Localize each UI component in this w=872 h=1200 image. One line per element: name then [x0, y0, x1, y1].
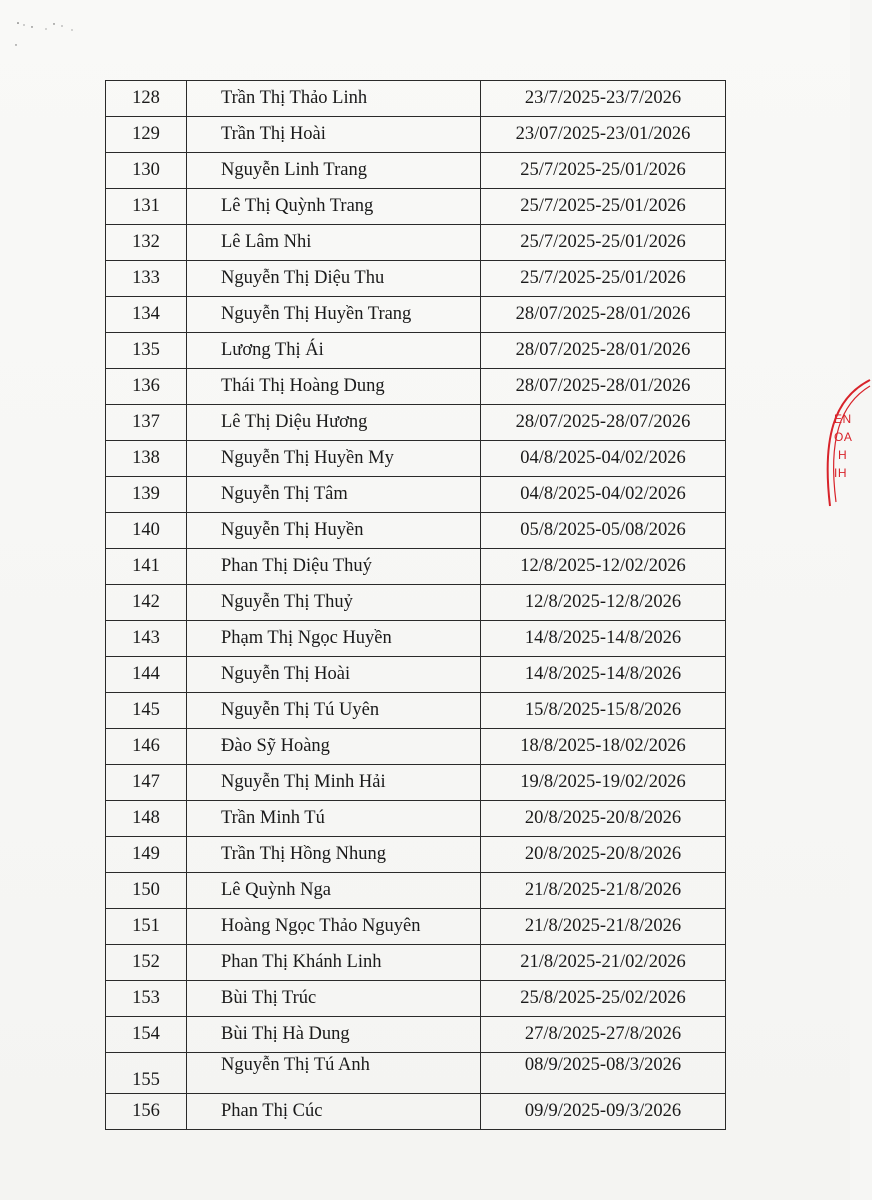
row-period: 15/8/2025-15/8/2026 [481, 693, 726, 729]
table-row [106, 585, 726, 621]
seal-text-line-4: ΙΗ [834, 466, 847, 480]
row-name: Thái Thị Hoàng Dung [187, 369, 481, 405]
row-number: 137 [106, 405, 187, 441]
row-name: Nguyễn Thị Diệu Thu [187, 261, 481, 297]
row-period: 05/8/2025-05/08/2026 [481, 513, 726, 549]
table-row [106, 225, 726, 261]
row-number: 139 [106, 477, 187, 513]
row-number: 146 [106, 729, 187, 765]
row-name: Đào Sỹ Hoàng [187, 729, 481, 765]
row-period: 25/7/2025-25/01/2026 [481, 189, 726, 225]
table-row [106, 81, 726, 117]
row-number: 148 [106, 801, 187, 837]
row-period: 14/8/2025-14/8/2026 [481, 657, 726, 693]
row-name: Nguyễn Thị Tú Uyên [187, 693, 481, 729]
row-number: 147 [106, 765, 187, 801]
row-number: 142 [106, 585, 187, 621]
table-row [106, 189, 726, 225]
table-row [106, 153, 726, 189]
row-number: 150 [106, 873, 187, 909]
row-number: 130 [106, 153, 187, 189]
row-period: 14/8/2025-14/8/2026 [481, 621, 726, 657]
row-number: 128 [106, 81, 187, 117]
employee-table [105, 80, 726, 1130]
row-period: 12/8/2025-12/8/2026 [481, 585, 726, 621]
row-name: Hoàng Ngọc Thảo Nguyên [187, 909, 481, 945]
table-row [106, 621, 726, 657]
table-row [106, 405, 726, 441]
row-name: Phạm Thị Ngọc Huyền [187, 621, 481, 657]
table-row [106, 297, 726, 333]
row-period: 28/07/2025-28/01/2026 [481, 297, 726, 333]
row-number: 156 [106, 1094, 187, 1130]
row-period: 23/7/2025-23/7/2026 [481, 81, 726, 117]
row-name: Bùi Thị Trúc [187, 981, 481, 1017]
row-number: 131 [106, 189, 187, 225]
row-period: 21/8/2025-21/8/2026 [481, 909, 726, 945]
table-row [106, 837, 726, 873]
table-row [106, 333, 726, 369]
row-period: 25/7/2025-25/01/2026 [481, 261, 726, 297]
row-name: Trần Thị Hồng Nhung [187, 837, 481, 873]
row-number: 149 [106, 837, 187, 873]
row-number: 135 [106, 333, 187, 369]
row-name: Bùi Thị Hà Dung [187, 1017, 481, 1053]
row-period: 20/8/2025-20/8/2026 [481, 801, 726, 837]
row-name: Nguyễn Linh Trang [187, 153, 481, 189]
row-name: Nguyễn Thị Tú Anh [187, 1053, 481, 1094]
row-number: 145 [106, 693, 187, 729]
row-number: 153 [106, 981, 187, 1017]
employee-table-container [105, 80, 723, 1130]
table-row [106, 261, 726, 297]
row-name: Lê Thị Quỳnh Trang [187, 189, 481, 225]
table-row [106, 873, 726, 909]
row-name: Trần Thị Hoài [187, 117, 481, 153]
row-name: Nguyễn Thị Tâm [187, 477, 481, 513]
row-period: 21/8/2025-21/02/2026 [481, 945, 726, 981]
row-period: 25/8/2025-25/02/2026 [481, 981, 726, 1017]
table-row [106, 657, 726, 693]
row-period: 19/8/2025-19/02/2026 [481, 765, 726, 801]
row-period: 25/7/2025-25/01/2026 [481, 225, 726, 261]
row-number: 138 [106, 441, 187, 477]
row-name: Nguyễn Thị Hoài [187, 657, 481, 693]
row-period: 20/8/2025-20/8/2026 [481, 837, 726, 873]
row-number: 155 [106, 1053, 187, 1094]
row-number: 134 [106, 297, 187, 333]
red-seal-fragment [812, 378, 872, 518]
table-row [106, 945, 726, 981]
seal-text-line-1: ĖN [834, 412, 852, 426]
row-period: 04/8/2025-04/02/2026 [481, 477, 726, 513]
table-row [106, 765, 726, 801]
table-row [106, 909, 726, 945]
seal-text-line-2: OA [834, 430, 853, 444]
row-number: 152 [106, 945, 187, 981]
row-period: 21/8/2025-21/8/2026 [481, 873, 726, 909]
row-name: Nguyễn Thị Huyền Trang [187, 297, 481, 333]
row-period: 28/07/2025-28/07/2026 [481, 405, 726, 441]
row-period: 18/8/2025-18/02/2026 [481, 729, 726, 765]
row-number: 140 [106, 513, 187, 549]
row-name: Nguyễn Thị Huyền My [187, 441, 481, 477]
row-name: Nguyễn Thị Thuỷ [187, 585, 481, 621]
table-row [106, 477, 726, 513]
row-name: Nguyễn Thị Minh Hải [187, 765, 481, 801]
table-row [106, 729, 726, 765]
row-number: 133 [106, 261, 187, 297]
row-period: 28/07/2025-28/01/2026 [481, 369, 726, 405]
row-number: 132 [106, 225, 187, 261]
row-name: Lương Thị Ái [187, 333, 481, 369]
row-period: 28/07/2025-28/01/2026 [481, 333, 726, 369]
table-row [106, 1017, 726, 1053]
row-number: 129 [106, 117, 187, 153]
row-period: 23/07/2025-23/01/2026 [481, 117, 726, 153]
table-row [106, 441, 726, 477]
row-period: 08/9/2025-08/3/2026 [481, 1053, 726, 1094]
row-name: Trần Thị Thảo Linh [187, 81, 481, 117]
row-number: 154 [106, 1017, 187, 1053]
table-row [106, 1053, 726, 1094]
row-name: Phan Thị Diệu Thuý [187, 549, 481, 585]
row-name: Lê Thị Diệu Hương [187, 405, 481, 441]
table-row [106, 513, 726, 549]
row-name: Phan Thị Cúc [187, 1094, 481, 1130]
seal-text-line-3: H [838, 448, 848, 462]
row-name: Trần Minh Tú [187, 801, 481, 837]
row-period: 25/7/2025-25/01/2026 [481, 153, 726, 189]
scan-specks [10, 15, 90, 55]
row-number: 144 [106, 657, 187, 693]
row-name: Lê Quỳnh Nga [187, 873, 481, 909]
row-number: 141 [106, 549, 187, 585]
table-row [106, 1094, 726, 1130]
row-number: 136 [106, 369, 187, 405]
table-row [106, 549, 726, 585]
table-row [106, 117, 726, 153]
row-name: Nguyễn Thị Huyền [187, 513, 481, 549]
row-name: Lê Lâm Nhi [187, 225, 481, 261]
row-number: 151 [106, 909, 187, 945]
row-period: 09/9/2025-09/3/2026 [481, 1094, 726, 1130]
row-name: Phan Thị Khánh Linh [187, 945, 481, 981]
table-row [106, 693, 726, 729]
row-period: 27/8/2025-27/8/2026 [481, 1017, 726, 1053]
table-row [106, 981, 726, 1017]
row-period: 04/8/2025-04/02/2026 [481, 441, 726, 477]
row-number: 143 [106, 621, 187, 657]
table-row [106, 801, 726, 837]
row-period: 12/8/2025-12/02/2026 [481, 549, 726, 585]
table-row [106, 369, 726, 405]
employee-table-body [106, 81, 726, 1130]
